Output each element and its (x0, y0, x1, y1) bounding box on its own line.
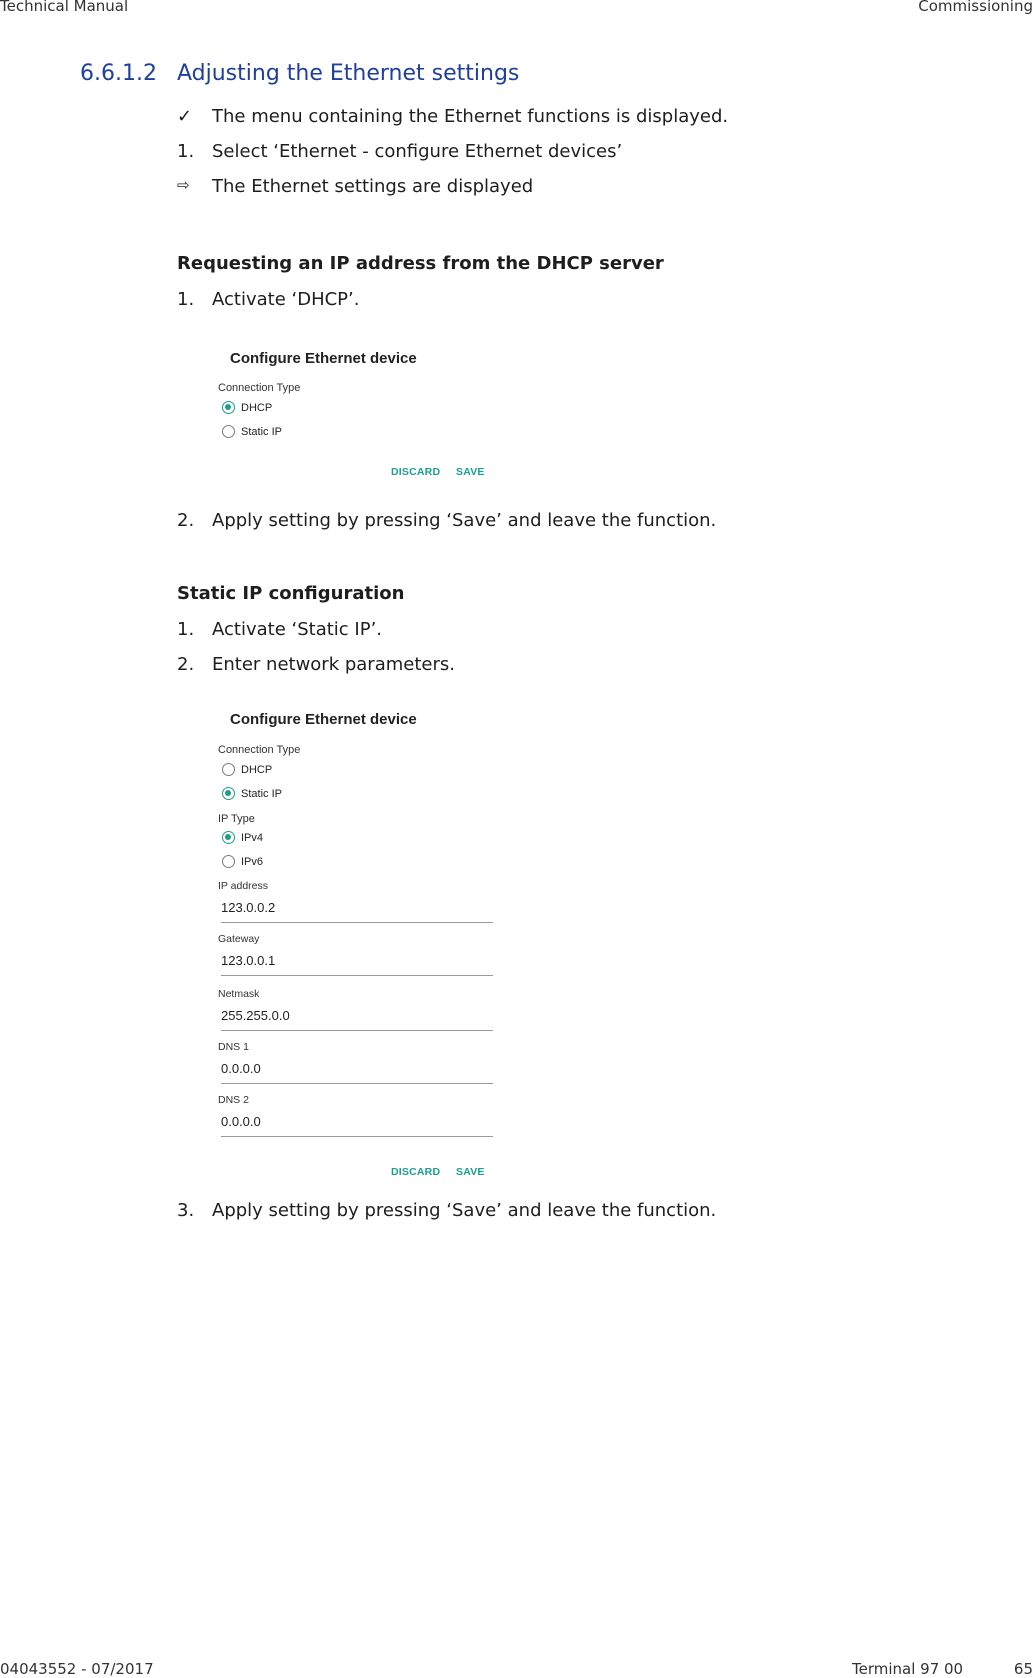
radio-ipv6[interactable] (222, 855, 263, 868)
radio-unselected-icon (222, 425, 235, 438)
dialog-title: Configure Ethernet device (230, 350, 417, 367)
footer-page-number: 65 (1013, 1660, 1033, 1678)
radio-ipv4[interactable] (222, 831, 263, 844)
gateway-label: Gateway (218, 933, 260, 945)
step-number: 2. (177, 510, 195, 531)
step-number: 1. (177, 619, 195, 640)
step-number: 3. (177, 1200, 195, 1221)
static-ip-heading: Static IP configuration (177, 583, 405, 604)
discard-button[interactable]: DISCARD (391, 466, 441, 478)
step-text: Activate ‘Static IP’. (212, 619, 383, 640)
radio-selected-icon (222, 831, 235, 844)
step-text: Select ‘Ethernet - configure Ethernet devices’ (212, 141, 623, 162)
radio-static-ip[interactable] (222, 787, 282, 800)
static-ip-dialog-screenshot (215, 709, 515, 1179)
radio-dhcp[interactable] (222, 401, 272, 414)
header-chapter-title: Commissioning (918, 0, 1033, 15)
radio-label: DHCP (241, 401, 273, 414)
radio-unselected-icon (222, 855, 235, 868)
dhcp-heading: Requesting an IP address from the DHCP server (177, 253, 664, 274)
radio-selected-icon (222, 787, 235, 800)
connection-type-label: Connection Type (218, 744, 301, 756)
field-underline (221, 1136, 493, 1137)
step-text: Activate ‘DHCP’. (212, 289, 360, 310)
radio-label: DHCP (241, 763, 273, 776)
section-number: 6.6.1.2 (80, 61, 157, 86)
field-underline (221, 922, 493, 923)
dns1-label: DNS 1 (218, 1041, 249, 1053)
radio-label: IPv6 (241, 855, 264, 868)
discard-button[interactable]: DISCARD (391, 1166, 441, 1178)
step-number: 1. (177, 289, 195, 310)
footer-product: Terminal 97 00 (852, 1660, 964, 1678)
radio-static-ip[interactable] (222, 425, 282, 438)
field-underline (221, 975, 493, 976)
step-text: Enter network parameters. (212, 654, 455, 675)
dns1-input[interactable]: 0.0.0.0 (221, 1061, 261, 1076)
radio-selected-icon (222, 401, 235, 414)
prerequisite-text: The menu containing the Ethernet functions is displayed. (212, 106, 729, 127)
save-button[interactable]: SAVE (456, 466, 485, 478)
dns2-label: DNS 2 (218, 1094, 249, 1106)
section-title: Adjusting the Ethernet settings (177, 61, 520, 86)
result-text: The Ethernet settings are displayed (212, 176, 534, 197)
result-arrow-icon: ⇨ (177, 176, 190, 194)
ip-address-input[interactable]: 123.0.0.2 (221, 900, 276, 915)
radio-label: Static IP (241, 787, 282, 800)
radio-label: Static IP (241, 425, 282, 438)
field-underline (221, 1030, 493, 1031)
check-icon: ✓ (177, 106, 193, 127)
footer-doc-id: 04043552 - 07/2017 (0, 1660, 154, 1678)
ip-type-label: IP Type (218, 813, 255, 825)
dns2-input[interactable]: 0.0.0.0 (221, 1114, 261, 1129)
ip-address-label: IP address (218, 880, 269, 892)
step-number: 1. (177, 141, 195, 162)
dhcp-dialog-screenshot (215, 348, 515, 488)
gateway-input[interactable]: 123.0.0.1 (221, 953, 276, 968)
step-number: 2. (177, 654, 195, 675)
save-button[interactable]: SAVE (456, 1166, 485, 1178)
step-text: Apply setting by pressing ‘Save’ and leave the function. (212, 1200, 717, 1221)
netmask-label: Netmask (218, 988, 260, 1000)
dialog-title: Configure Ethernet device (230, 711, 417, 728)
field-underline (221, 1083, 493, 1084)
netmask-input[interactable]: 255.255.0.0 (221, 1008, 290, 1023)
radio-unselected-icon (222, 763, 235, 776)
radio-label: IPv4 (241, 831, 264, 844)
radio-dhcp[interactable] (222, 763, 272, 776)
header-manual-title: Technical Manual (0, 0, 129, 15)
step-text: Apply setting by pressing ‘Save’ and leave the function. (212, 510, 717, 531)
connection-type-label: Connection Type (218, 382, 301, 394)
